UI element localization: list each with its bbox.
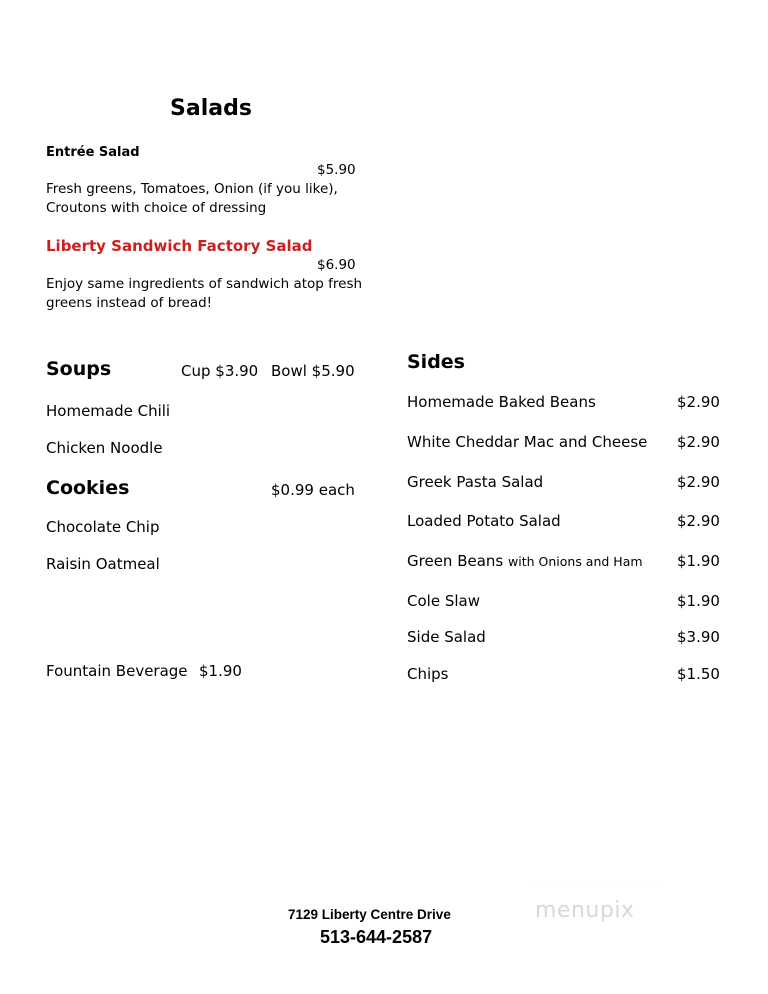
side-item-name: Chips <box>407 665 449 683</box>
side-item-price: $1.50 <box>677 665 720 683</box>
watermark-decoration: · · · · · · · · · · · · · · · · · <box>532 880 660 890</box>
side-item-name: Side Salad <box>407 628 486 646</box>
beverage-name: Fountain Beverage <box>46 662 188 680</box>
side-item-price: $2.90 <box>677 473 720 491</box>
entree-salad-name: Entrée Salad <box>46 145 140 160</box>
footer-phone: 513-644-2587 <box>320 927 433 947</box>
entree-salad-price: $5.90 <box>317 162 356 178</box>
sides-heading: Sides <box>407 351 465 373</box>
side-item-price: $2.90 <box>677 512 720 530</box>
cookie-item: Chocolate Chip <box>46 518 160 536</box>
liberty-salad-desc-line1: Enjoy same ingredients of sandwich atop fresh <box>46 276 363 292</box>
side-item-price: $2.90 <box>677 433 720 451</box>
cookies-price: $0.99 each <box>271 481 355 499</box>
soup-item: Chicken Noodle <box>46 439 163 457</box>
cookies-heading: Cookies <box>46 477 130 499</box>
watermark-logo: menupix <box>535 898 635 923</box>
cookie-item: Raisin Oatmeal <box>46 555 160 573</box>
liberty-salad-price: $6.90 <box>317 257 356 273</box>
salads-heading: Salads <box>170 96 252 121</box>
side-item-name: Homemade Baked Beans <box>407 393 596 411</box>
liberty-salad-desc-line2: greens instead of bread! <box>46 295 213 311</box>
side-item-note: with Onions and Ham <box>508 554 643 569</box>
soup-item: Homemade Chili <box>46 402 171 420</box>
side-item-name: Cole Slaw <box>407 592 480 610</box>
side-item-name: Green Beans <box>407 552 504 570</box>
side-item-name: Loaded Potato Salad <box>407 512 561 530</box>
side-item-name: White Cheddar Mac and Cheese <box>407 433 648 451</box>
side-item-price: $3.90 <box>677 628 720 646</box>
beverage-price: $1.90 <box>199 662 242 680</box>
footer-address: 7129 Liberty Centre Drive <box>288 907 451 922</box>
entree-salad-desc-line2: Croutons with choice of dressing <box>46 200 267 216</box>
side-item-price: $1.90 <box>677 552 720 570</box>
side-item-price: $1.90 <box>677 592 720 610</box>
side-item-name: Greek Pasta Salad <box>407 473 544 491</box>
entree-salad-desc-line1: Fresh greens, Tomatoes, Onion (if you like), <box>46 181 338 197</box>
soups-cup-price: Cup $3.90 <box>181 362 259 380</box>
side-item-green-beans <box>407 552 643 570</box>
side-item-price: $2.90 <box>677 393 720 411</box>
soups-bowl-price: Bowl $5.90 <box>271 362 355 380</box>
soups-heading: Soups <box>46 358 112 380</box>
liberty-salad-name: Liberty Sandwich Factory Salad <box>46 237 313 255</box>
